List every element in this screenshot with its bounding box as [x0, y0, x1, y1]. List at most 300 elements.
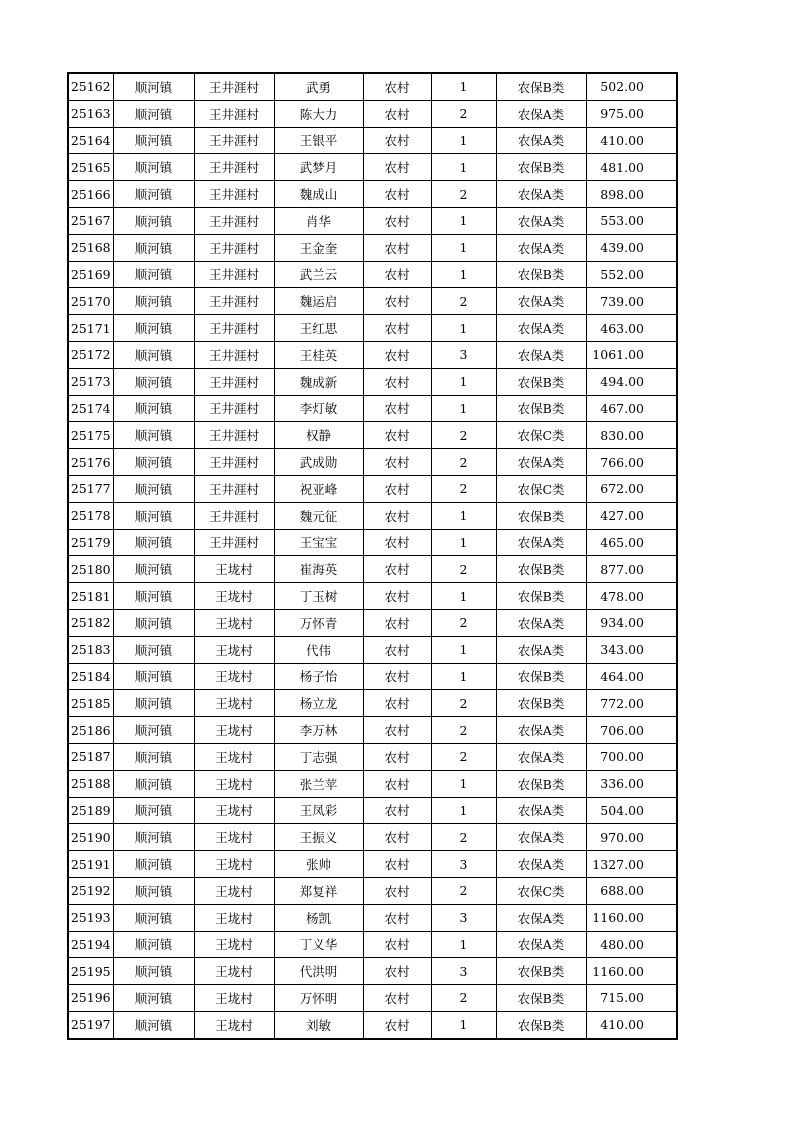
- member-count-cell: 1: [431, 234, 496, 261]
- amount-cell: 830.00: [586, 422, 677, 449]
- household-type-cell: 农村: [363, 475, 431, 502]
- table-row: [68, 797, 677, 824]
- township-cell: 顺河镇: [113, 717, 194, 744]
- household-type-cell: 农村: [363, 181, 431, 208]
- person-name-cell: 丁玉树: [274, 583, 363, 610]
- household-type-cell: 农村: [363, 985, 431, 1012]
- village-cell: 王井涯村: [194, 341, 274, 368]
- township-cell: 顺河镇: [113, 449, 194, 476]
- record-id-cell: 25163: [68, 100, 113, 127]
- household-type-cell: 农村: [363, 583, 431, 610]
- insurance-category-cell: 农保A类: [496, 207, 586, 234]
- insurance-category-cell: 农保C类: [496, 877, 586, 904]
- member-count-cell: 2: [431, 475, 496, 502]
- member-count-cell: 2: [431, 100, 496, 127]
- village-cell: 王井涯村: [194, 502, 274, 529]
- record-id-cell: 25179: [68, 529, 113, 556]
- person-name-cell: 丁义华: [274, 931, 363, 958]
- insurance-category-cell: 农保A类: [496, 717, 586, 744]
- record-id-cell: 25194: [68, 931, 113, 958]
- amount-cell: 553.00: [586, 207, 677, 234]
- household-type-cell: 农村: [363, 395, 431, 422]
- member-count-cell: 2: [431, 824, 496, 851]
- person-name-cell: 王银平: [274, 127, 363, 154]
- member-count-cell: 1: [431, 73, 496, 100]
- township-cell: 顺河镇: [113, 797, 194, 824]
- member-count-cell: 1: [431, 261, 496, 288]
- amount-cell: 898.00: [586, 181, 677, 208]
- person-name-cell: 王红思: [274, 315, 363, 342]
- village-cell: 王井涯村: [194, 100, 274, 127]
- person-name-cell: 武兰云: [274, 261, 363, 288]
- record-id-cell: 25175: [68, 422, 113, 449]
- table-row: [68, 207, 677, 234]
- member-count-cell: 1: [431, 663, 496, 690]
- amount-cell: 464.00: [586, 663, 677, 690]
- amount-cell: 1160.00: [586, 958, 677, 985]
- insurance-category-cell: 农保A类: [496, 797, 586, 824]
- insurance-category-cell: 农保B类: [496, 1011, 586, 1038]
- table-row: [68, 824, 677, 851]
- record-id-cell: 25168: [68, 234, 113, 261]
- person-name-cell: 李万林: [274, 717, 363, 744]
- member-count-cell: 1: [431, 583, 496, 610]
- person-name-cell: 杨立龙: [274, 690, 363, 717]
- record-id-cell: 25174: [68, 395, 113, 422]
- record-id-cell: 25186: [68, 717, 113, 744]
- amount-cell: 552.00: [586, 261, 677, 288]
- household-type-cell: 农村: [363, 234, 431, 261]
- household-type-cell: 农村: [363, 636, 431, 663]
- township-cell: 顺河镇: [113, 931, 194, 958]
- member-count-cell: 1: [431, 315, 496, 342]
- record-id-cell: 25183: [68, 636, 113, 663]
- table-row: [68, 583, 677, 610]
- township-cell: 顺河镇: [113, 583, 194, 610]
- amount-cell: 481.00: [586, 154, 677, 181]
- amount-cell: 1160.00: [586, 904, 677, 931]
- insurance-category-cell: 农保C类: [496, 475, 586, 502]
- record-id-cell: 25173: [68, 368, 113, 395]
- record-id-cell: 25169: [68, 261, 113, 288]
- table-row: [68, 690, 677, 717]
- township-cell: 顺河镇: [113, 73, 194, 100]
- record-id-cell: 25182: [68, 609, 113, 636]
- household-type-cell: 农村: [363, 315, 431, 342]
- amount-cell: 504.00: [586, 797, 677, 824]
- insurance-category-cell: 农保A类: [496, 824, 586, 851]
- table-row: [68, 154, 677, 181]
- record-id-cell: 25191: [68, 851, 113, 878]
- township-cell: 顺河镇: [113, 181, 194, 208]
- amount-cell: 877.00: [586, 556, 677, 583]
- member-count-cell: 3: [431, 851, 496, 878]
- table-row: [68, 395, 677, 422]
- amount-cell: 463.00: [586, 315, 677, 342]
- township-cell: 顺河镇: [113, 368, 194, 395]
- table-row: [68, 717, 677, 744]
- village-cell: 王井涯村: [194, 261, 274, 288]
- table-row: [68, 315, 677, 342]
- village-cell: 王井涯村: [194, 395, 274, 422]
- person-name-cell: 武梦月: [274, 154, 363, 181]
- township-cell: 顺河镇: [113, 636, 194, 663]
- member-count-cell: 1: [431, 529, 496, 556]
- household-type-cell: 农村: [363, 502, 431, 529]
- member-count-cell: 1: [431, 770, 496, 797]
- amount-cell: 715.00: [586, 985, 677, 1012]
- village-cell: 王垅村: [194, 556, 274, 583]
- member-count-cell: 2: [431, 288, 496, 315]
- insurance-category-cell: 农保B类: [496, 73, 586, 100]
- village-cell: 王垅村: [194, 877, 274, 904]
- insurance-category-cell: 农保A类: [496, 931, 586, 958]
- table-row: [68, 341, 677, 368]
- person-name-cell: 陈大力: [274, 100, 363, 127]
- person-name-cell: 武成勋: [274, 449, 363, 476]
- household-type-cell: 农村: [363, 609, 431, 636]
- household-type-cell: 农村: [363, 958, 431, 985]
- insurance-category-cell: 农保A类: [496, 743, 586, 770]
- insurance-category-cell: 农保C类: [496, 422, 586, 449]
- person-name-cell: 万怀明: [274, 985, 363, 1012]
- township-cell: 顺河镇: [113, 609, 194, 636]
- record-id-cell: 25177: [68, 475, 113, 502]
- insurance-category-cell: 农保B类: [496, 556, 586, 583]
- person-name-cell: 张兰苹: [274, 770, 363, 797]
- village-cell: 王井涯村: [194, 315, 274, 342]
- person-name-cell: 王振义: [274, 824, 363, 851]
- village-cell: 王垅村: [194, 583, 274, 610]
- amount-cell: 502.00: [586, 73, 677, 100]
- insurance-category-cell: 农保A类: [496, 904, 586, 931]
- insurance-category-cell: 农保B类: [496, 368, 586, 395]
- township-cell: 顺河镇: [113, 207, 194, 234]
- record-id-cell: 25165: [68, 154, 113, 181]
- household-type-cell: 农村: [363, 556, 431, 583]
- insurance-category-cell: 农保A类: [496, 341, 586, 368]
- person-name-cell: 丁志强: [274, 743, 363, 770]
- member-count-cell: 3: [431, 904, 496, 931]
- table-row: [68, 368, 677, 395]
- table-row: [68, 234, 677, 261]
- table-row: [68, 502, 677, 529]
- village-cell: 王垅村: [194, 797, 274, 824]
- township-cell: 顺河镇: [113, 127, 194, 154]
- table-row: [68, 931, 677, 958]
- insurance-category-cell: 农保A类: [496, 315, 586, 342]
- village-cell: 王井涯村: [194, 181, 274, 208]
- township-cell: 顺河镇: [113, 743, 194, 770]
- person-name-cell: 杨子怡: [274, 663, 363, 690]
- table-row: [68, 636, 677, 663]
- table-row: [68, 904, 677, 931]
- table-row: [68, 743, 677, 770]
- township-cell: 顺河镇: [113, 851, 194, 878]
- village-cell: 王垅村: [194, 931, 274, 958]
- household-type-cell: 农村: [363, 824, 431, 851]
- township-cell: 顺河镇: [113, 100, 194, 127]
- record-id-cell: 25187: [68, 743, 113, 770]
- person-name-cell: 崔海英: [274, 556, 363, 583]
- record-id-cell: 25170: [68, 288, 113, 315]
- member-count-cell: 1: [431, 127, 496, 154]
- insurance-category-cell: 农保B类: [496, 154, 586, 181]
- village-cell: 王垅村: [194, 824, 274, 851]
- table-row: [68, 422, 677, 449]
- household-type-cell: 农村: [363, 261, 431, 288]
- amount-cell: 439.00: [586, 234, 677, 261]
- village-cell: 王垅村: [194, 1011, 274, 1038]
- household-type-cell: 农村: [363, 100, 431, 127]
- person-name-cell: 万怀青: [274, 609, 363, 636]
- household-type-cell: 农村: [363, 851, 431, 878]
- amount-cell: 688.00: [586, 877, 677, 904]
- amount-cell: 1061.00: [586, 341, 677, 368]
- household-type-cell: 农村: [363, 449, 431, 476]
- insurance-category-cell: 农保B类: [496, 985, 586, 1012]
- insurance-category-cell: 农保B类: [496, 663, 586, 690]
- township-cell: 顺河镇: [113, 1011, 194, 1038]
- township-cell: 顺河镇: [113, 904, 194, 931]
- record-id-cell: 25172: [68, 341, 113, 368]
- person-name-cell: 魏成山: [274, 181, 363, 208]
- township-cell: 顺河镇: [113, 690, 194, 717]
- record-id-cell: 25197: [68, 1011, 113, 1038]
- village-cell: 王井涯村: [194, 127, 274, 154]
- record-id-cell: 25167: [68, 207, 113, 234]
- township-cell: 顺河镇: [113, 395, 194, 422]
- table-row: [68, 288, 677, 315]
- person-name-cell: 王桂英: [274, 341, 363, 368]
- member-count-cell: 2: [431, 609, 496, 636]
- member-count-cell: 1: [431, 797, 496, 824]
- person-name-cell: 王宝宝: [274, 529, 363, 556]
- insurance-category-cell: 农保A类: [496, 636, 586, 663]
- amount-cell: 970.00: [586, 824, 677, 851]
- table-row: [68, 609, 677, 636]
- table-row: [68, 1011, 677, 1038]
- member-count-cell: 1: [431, 502, 496, 529]
- record-id-cell: 25189: [68, 797, 113, 824]
- amount-cell: 494.00: [586, 368, 677, 395]
- person-name-cell: 祝亚峰: [274, 475, 363, 502]
- member-count-cell: 1: [431, 154, 496, 181]
- household-type-cell: 农村: [363, 743, 431, 770]
- member-count-cell: 2: [431, 422, 496, 449]
- amount-cell: 772.00: [586, 690, 677, 717]
- member-count-cell: 3: [431, 341, 496, 368]
- person-name-cell: 权静: [274, 422, 363, 449]
- village-cell: 王井涯村: [194, 207, 274, 234]
- record-id-cell: 25171: [68, 315, 113, 342]
- person-name-cell: 代洪明: [274, 958, 363, 985]
- record-id-cell: 25162: [68, 73, 113, 100]
- person-name-cell: 魏运启: [274, 288, 363, 315]
- record-id-cell: 25180: [68, 556, 113, 583]
- village-cell: 王井涯村: [194, 422, 274, 449]
- township-cell: 顺河镇: [113, 529, 194, 556]
- household-type-cell: 农村: [363, 931, 431, 958]
- household-type-cell: 农村: [363, 770, 431, 797]
- household-type-cell: 农村: [363, 288, 431, 315]
- insurance-category-cell: 农保A类: [496, 449, 586, 476]
- village-cell: 王井涯村: [194, 154, 274, 181]
- member-count-cell: 1: [431, 931, 496, 958]
- village-cell: 王垅村: [194, 743, 274, 770]
- household-type-cell: 农村: [363, 717, 431, 744]
- table-row: [68, 127, 677, 154]
- insurance-category-cell: 农保B类: [496, 690, 586, 717]
- amount-cell: 766.00: [586, 449, 677, 476]
- table-body: [68, 73, 677, 1039]
- table-row: [68, 851, 677, 878]
- member-count-cell: 3: [431, 958, 496, 985]
- village-cell: 王井涯村: [194, 288, 274, 315]
- table-row: [68, 449, 677, 476]
- record-id-cell: 25181: [68, 583, 113, 610]
- member-count-cell: 2: [431, 985, 496, 1012]
- member-count-cell: 1: [431, 207, 496, 234]
- village-cell: 王垅村: [194, 770, 274, 797]
- household-type-cell: 农村: [363, 341, 431, 368]
- amount-cell: 410.00: [586, 1011, 677, 1038]
- member-count-cell: 1: [431, 1011, 496, 1038]
- table-row: [68, 100, 677, 127]
- member-count-cell: 2: [431, 690, 496, 717]
- record-id-cell: 25178: [68, 502, 113, 529]
- person-name-cell: 魏元征: [274, 502, 363, 529]
- insurance-category-cell: 农保B类: [496, 502, 586, 529]
- table-row: [68, 663, 677, 690]
- table-row: [68, 475, 677, 502]
- village-cell: 王垅村: [194, 717, 274, 744]
- village-cell: 王井涯村: [194, 234, 274, 261]
- household-type-cell: 农村: [363, 877, 431, 904]
- person-name-cell: 王金奎: [274, 234, 363, 261]
- record-id-cell: 25185: [68, 690, 113, 717]
- record-id-cell: 25196: [68, 985, 113, 1012]
- amount-cell: 410.00: [586, 127, 677, 154]
- township-cell: 顺河镇: [113, 234, 194, 261]
- insurance-category-cell: 农保A类: [496, 127, 586, 154]
- person-name-cell: 刘敏: [274, 1011, 363, 1038]
- record-id-cell: 25184: [68, 663, 113, 690]
- amount-cell: 706.00: [586, 717, 677, 744]
- amount-cell: 467.00: [586, 395, 677, 422]
- amount-cell: 427.00: [586, 502, 677, 529]
- township-cell: 顺河镇: [113, 663, 194, 690]
- record-id-cell: 25166: [68, 181, 113, 208]
- table-row: [68, 958, 677, 985]
- person-name-cell: 张帅: [274, 851, 363, 878]
- village-cell: 王垅村: [194, 985, 274, 1012]
- person-name-cell: 代伟: [274, 636, 363, 663]
- township-cell: 顺河镇: [113, 770, 194, 797]
- member-count-cell: 2: [431, 449, 496, 476]
- table-row: [68, 556, 677, 583]
- insurance-category-cell: 农保B类: [496, 770, 586, 797]
- village-cell: 王垅村: [194, 958, 274, 985]
- township-cell: 顺河镇: [113, 556, 194, 583]
- township-cell: 顺河镇: [113, 824, 194, 851]
- table-row: [68, 261, 677, 288]
- household-table: [67, 72, 678, 1040]
- member-count-cell: 2: [431, 877, 496, 904]
- member-count-cell: 2: [431, 181, 496, 208]
- person-name-cell: 李灯敏: [274, 395, 363, 422]
- village-cell: 王垅村: [194, 663, 274, 690]
- member-count-cell: 2: [431, 743, 496, 770]
- amount-cell: 478.00: [586, 583, 677, 610]
- village-cell: 王垅村: [194, 851, 274, 878]
- insurance-category-cell: 农保A类: [496, 609, 586, 636]
- township-cell: 顺河镇: [113, 502, 194, 529]
- household-type-cell: 农村: [363, 797, 431, 824]
- person-name-cell: 郑复祥: [274, 877, 363, 904]
- village-cell: 王井涯村: [194, 529, 274, 556]
- village-cell: 王井涯村: [194, 475, 274, 502]
- township-cell: 顺河镇: [113, 154, 194, 181]
- village-cell: 王井涯村: [194, 73, 274, 100]
- township-cell: 顺河镇: [113, 985, 194, 1012]
- person-name-cell: 王凤彩: [274, 797, 363, 824]
- insurance-category-cell: 农保B类: [496, 958, 586, 985]
- household-type-cell: 农村: [363, 73, 431, 100]
- insurance-category-cell: 农保B类: [496, 261, 586, 288]
- household-type-cell: 农村: [363, 663, 431, 690]
- insurance-category-cell: 农保A类: [496, 529, 586, 556]
- table-row: [68, 985, 677, 1012]
- insurance-category-cell: 农保A类: [496, 100, 586, 127]
- record-id-cell: 25195: [68, 958, 113, 985]
- person-name-cell: 肖华: [274, 207, 363, 234]
- amount-cell: 480.00: [586, 931, 677, 958]
- village-cell: 王垅村: [194, 904, 274, 931]
- member-count-cell: 2: [431, 717, 496, 744]
- record-id-cell: 25164: [68, 127, 113, 154]
- amount-cell: 465.00: [586, 529, 677, 556]
- village-cell: 王垅村: [194, 690, 274, 717]
- household-type-cell: 农村: [363, 368, 431, 395]
- township-cell: 顺河镇: [113, 341, 194, 368]
- insurance-category-cell: 农保A类: [496, 181, 586, 208]
- member-count-cell: 1: [431, 395, 496, 422]
- member-count-cell: 2: [431, 556, 496, 583]
- amount-cell: 672.00: [586, 475, 677, 502]
- household-type-cell: 农村: [363, 690, 431, 717]
- village-cell: 王垅村: [194, 609, 274, 636]
- table-row: [68, 877, 677, 904]
- record-id-cell: 25188: [68, 770, 113, 797]
- township-cell: 顺河镇: [113, 958, 194, 985]
- amount-cell: 739.00: [586, 288, 677, 315]
- township-cell: 顺河镇: [113, 315, 194, 342]
- township-cell: 顺河镇: [113, 422, 194, 449]
- amount-cell: 1327.00: [586, 851, 677, 878]
- insurance-category-cell: 农保A类: [496, 234, 586, 261]
- member-count-cell: 1: [431, 368, 496, 395]
- member-count-cell: 1: [431, 636, 496, 663]
- table-row: [68, 73, 677, 100]
- amount-cell: 700.00: [586, 743, 677, 770]
- township-cell: 顺河镇: [113, 261, 194, 288]
- household-type-cell: 农村: [363, 529, 431, 556]
- amount-cell: 975.00: [586, 100, 677, 127]
- table-row: [68, 770, 677, 797]
- township-cell: 顺河镇: [113, 288, 194, 315]
- record-id-cell: 25192: [68, 877, 113, 904]
